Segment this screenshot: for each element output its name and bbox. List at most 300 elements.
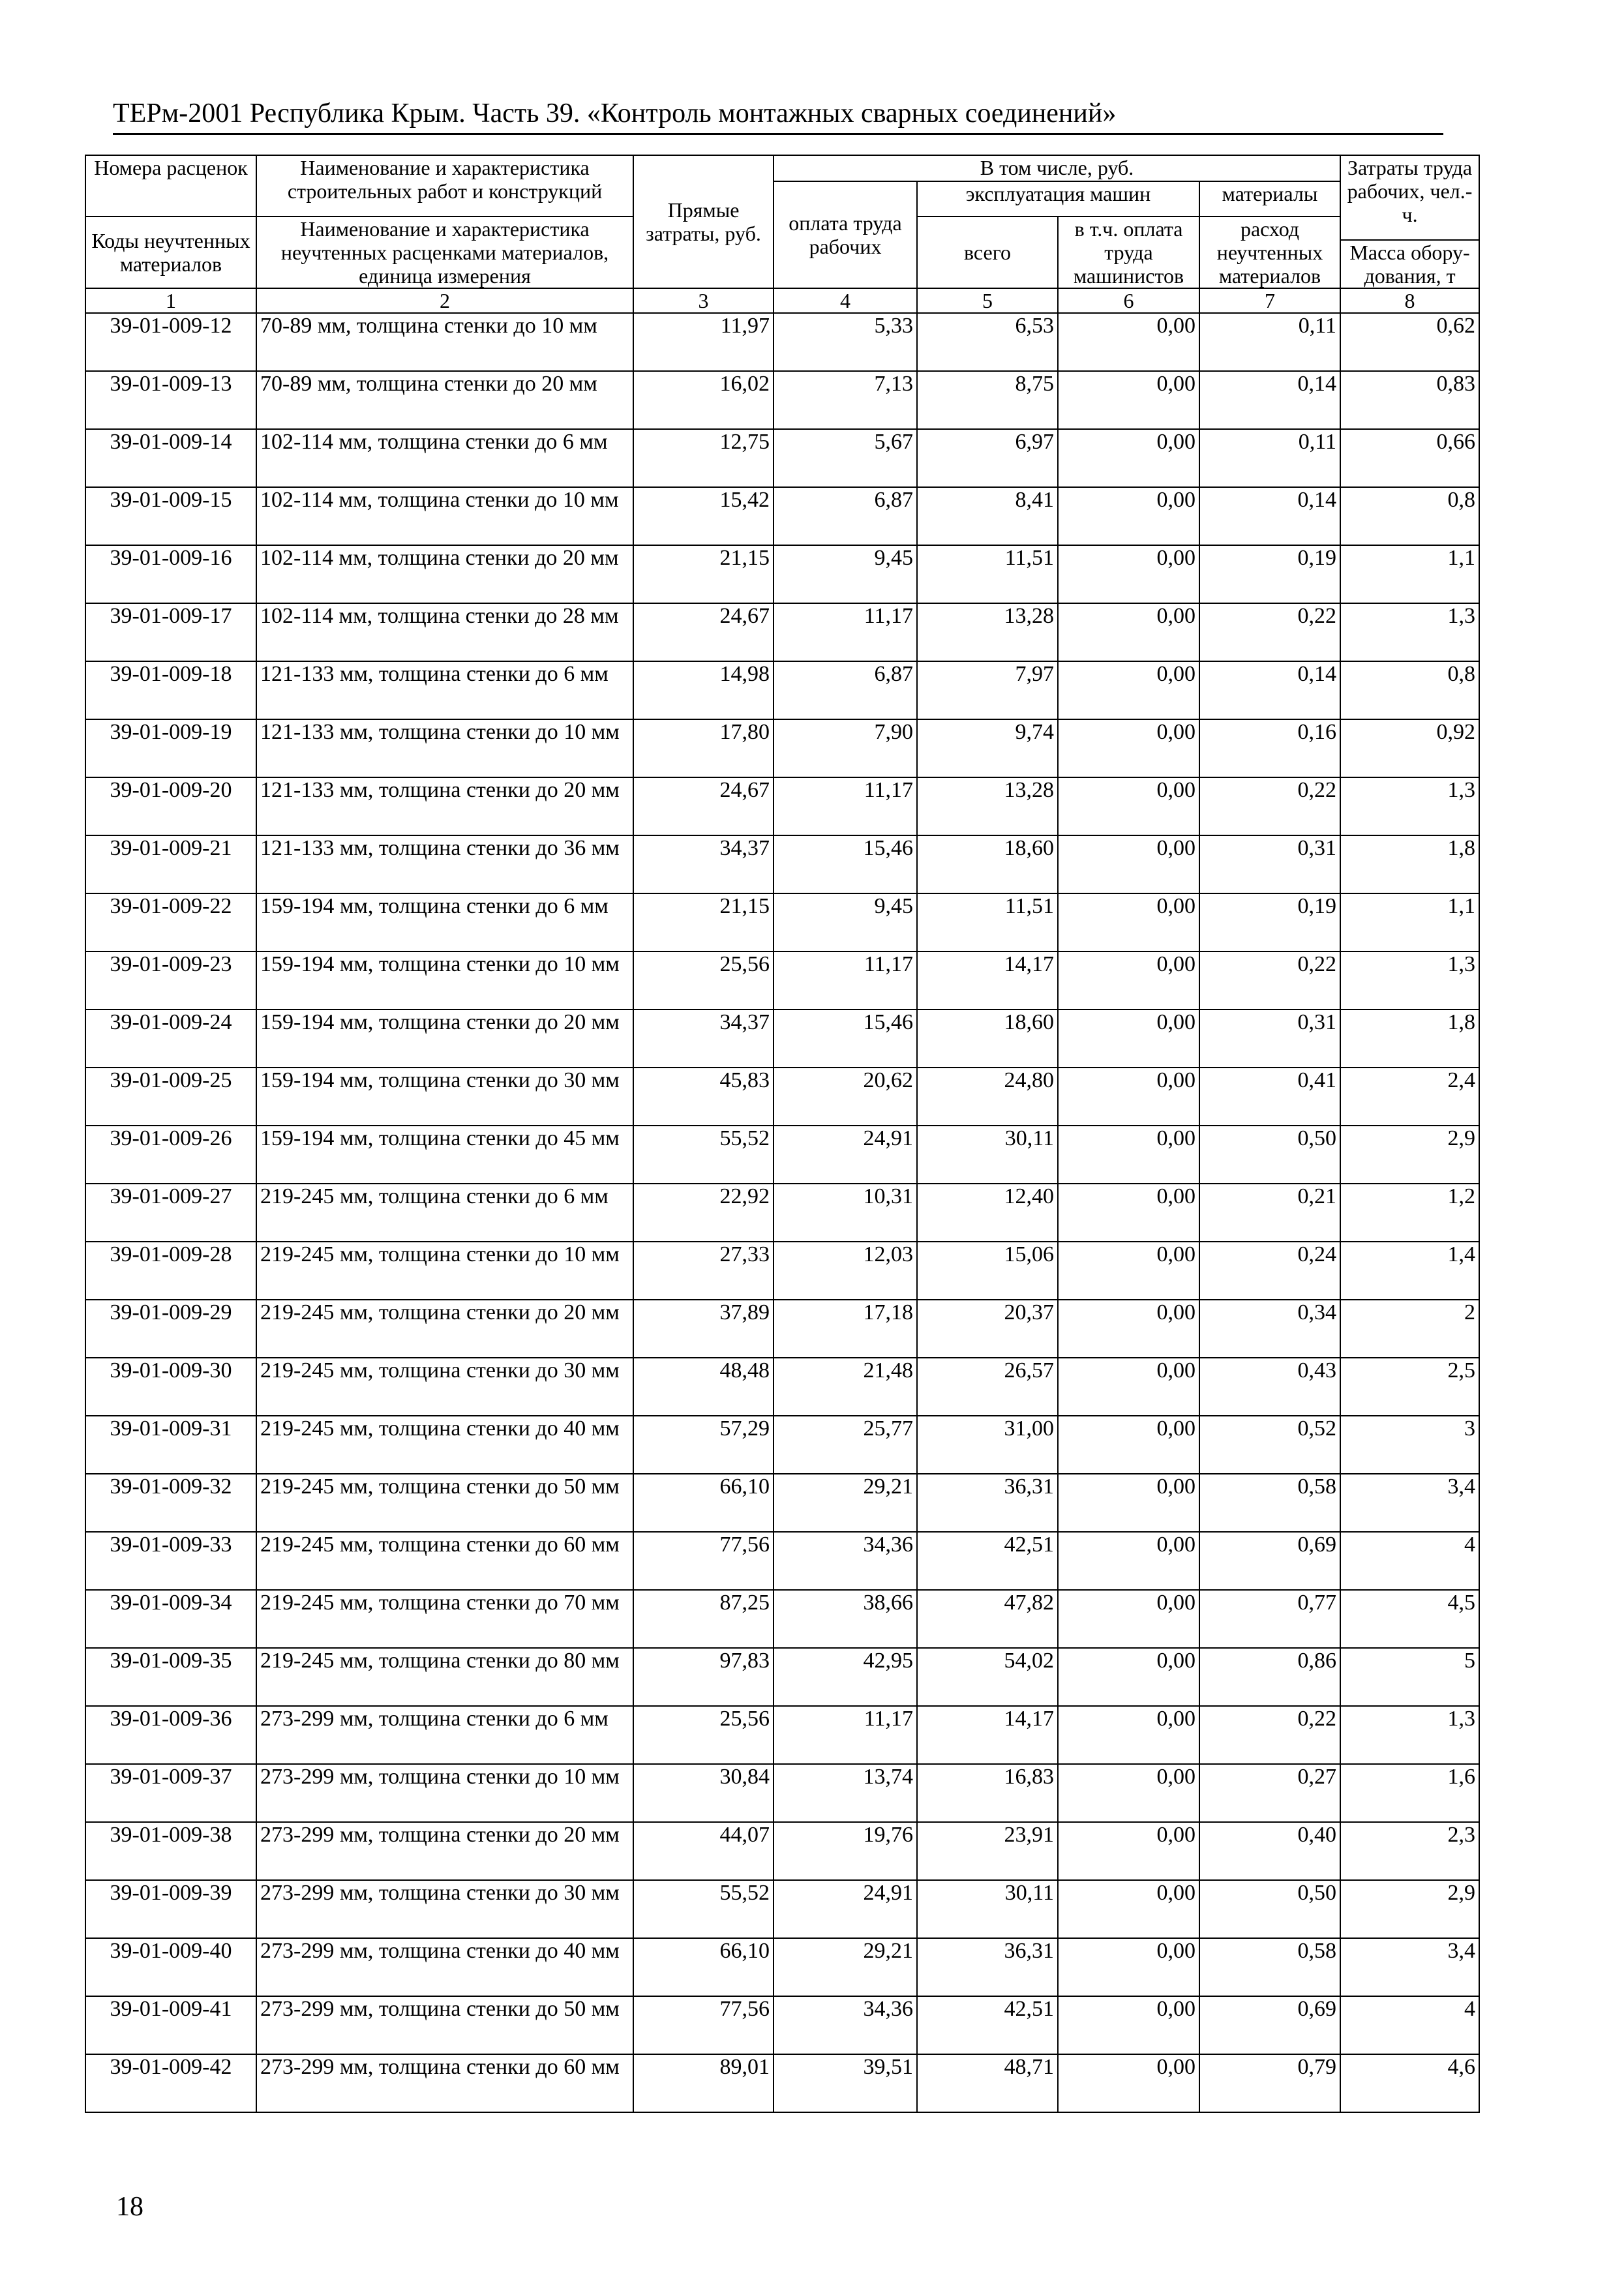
table-row <box>85 1242 1479 1300</box>
work-description-cell: 102-114 мм, толщина стенки до 20 мм <box>256 545 633 603</box>
table-row <box>85 1938 1479 1996</box>
header-codes-top: Номера расценок <box>85 155 256 217</box>
machinists-pay-cell: 0,00 <box>1058 487 1199 545</box>
table-row <box>85 1880 1479 1938</box>
machines-total-cell: 14,17 <box>917 951 1058 1010</box>
equipment-mass-cell: 4 <box>1340 1996 1479 2054</box>
equipment-mass-cell: 1,2 <box>1340 1184 1479 1242</box>
rate-code-cell: 39-01-009-41 <box>85 1996 256 2054</box>
labor-pay-cell: 6,87 <box>774 487 917 545</box>
machinists-pay-cell: 0,00 <box>1058 1590 1199 1648</box>
labor-cost-cell: 0,43 <box>1199 1358 1340 1416</box>
direct-costs-cell: 97,83 <box>633 1648 774 1706</box>
labor-pay-cell: 9,45 <box>774 545 917 603</box>
column-number: 4 <box>774 288 917 313</box>
machinists-pay-cell: 0,00 <box>1058 951 1199 1010</box>
rate-code-cell: 39-01-009-20 <box>85 777 256 835</box>
labor-cost-cell: 0,14 <box>1199 371 1340 429</box>
machinists-pay-cell: 0,00 <box>1058 1184 1199 1242</box>
direct-costs-cell: 66,10 <box>633 1474 774 1532</box>
equipment-mass-cell: 2,5 <box>1340 1358 1479 1416</box>
labor-pay-cell: 6,87 <box>774 661 917 719</box>
equipment-mass-cell: 4,6 <box>1340 2054 1479 2112</box>
work-description-cell: 159-194 мм, толщина стенки до 45 мм <box>256 1126 633 1184</box>
direct-costs-cell: 87,25 <box>633 1590 774 1648</box>
work-description-cell: 273-299 мм, толщина стенки до 10 мм <box>256 1764 633 1822</box>
machinists-pay-cell: 0,00 <box>1058 1068 1199 1126</box>
labor-pay-cell: 11,17 <box>774 603 917 661</box>
work-description-cell: 70-89 мм, толщина стенки до 10 мм <box>256 313 633 371</box>
machinists-pay-cell: 0,00 <box>1058 1822 1199 1880</box>
equipment-mass-cell: 1,8 <box>1340 1010 1479 1068</box>
labor-pay-cell: 25,77 <box>774 1416 917 1474</box>
header-direct-costs: Прямые затраты, руб. <box>633 155 774 288</box>
rate-code-cell: 39-01-009-15 <box>85 487 256 545</box>
work-description-cell: 159-194 мм, толщина стенки до 30 мм <box>256 1068 633 1126</box>
direct-costs-cell: 89,01 <box>633 2054 774 2112</box>
machines-total-cell: 6,97 <box>917 429 1058 487</box>
machinists-pay-cell: 0,00 <box>1058 661 1199 719</box>
labor-pay-cell: 10,31 <box>774 1184 917 1242</box>
table-row <box>85 1358 1479 1416</box>
table-row <box>85 1764 1479 1822</box>
equipment-mass-cell: 1,3 <box>1340 951 1479 1010</box>
machines-total-cell: 26,57 <box>917 1358 1058 1416</box>
table-row <box>85 545 1479 603</box>
table-row <box>85 487 1479 545</box>
work-description-cell: 121-133 мм, толщина стенки до 6 мм <box>256 661 633 719</box>
table-row <box>85 1532 1479 1590</box>
machinists-pay-cell: 0,00 <box>1058 1532 1199 1590</box>
labor-pay-cell: 39,51 <box>774 2054 917 2112</box>
direct-costs-cell: 55,52 <box>633 1880 774 1938</box>
equipment-mass-cell: 3 <box>1340 1416 1479 1474</box>
header-machines-total: всего <box>917 217 1058 288</box>
labor-pay-cell: 5,67 <box>774 429 917 487</box>
machinists-pay-cell: 0,00 <box>1058 1880 1199 1938</box>
table-row <box>85 951 1479 1010</box>
table-row <box>85 429 1479 487</box>
header-materials: материалы <box>1199 181 1340 217</box>
table-body <box>85 313 1479 2112</box>
machines-total-cell: 14,17 <box>917 1706 1058 1764</box>
machinists-pay-cell: 0,00 <box>1058 545 1199 603</box>
labor-pay-cell: 7,90 <box>774 719 917 777</box>
rate-code-cell: 39-01-009-34 <box>85 1590 256 1648</box>
labor-cost-cell: 0,11 <box>1199 313 1340 371</box>
work-description-cell: 219-245 мм, толщина стенки до 40 мм <box>256 1416 633 1474</box>
machinists-pay-cell: 0,00 <box>1058 429 1199 487</box>
work-description-cell: 273-299 мм, толщина стенки до 60 мм <box>256 2054 633 2112</box>
header-codes-bottom: Коды неучтенных материалов <box>85 217 256 288</box>
labor-cost-cell: 0,14 <box>1199 487 1340 545</box>
labor-pay-cell: 13,74 <box>774 1764 917 1822</box>
machines-total-cell: 8,41 <box>917 487 1058 545</box>
machines-total-cell: 47,82 <box>917 1590 1058 1648</box>
work-description-cell: 219-245 мм, толщина стенки до 10 мм <box>256 1242 633 1300</box>
header-name-top: Наименование и характеристика строительных работ и конструкций <box>256 155 633 217</box>
machinists-pay-cell: 0,00 <box>1058 1648 1199 1706</box>
equipment-mass-cell: 5 <box>1340 1648 1479 1706</box>
equipment-mass-cell: 4 <box>1340 1532 1479 1590</box>
rate-code-cell: 39-01-009-25 <box>85 1068 256 1126</box>
work-description-cell: 219-245 мм, толщина стенки до 60 мм <box>256 1532 633 1590</box>
equipment-mass-cell: 1,6 <box>1340 1764 1479 1822</box>
rate-code-cell: 39-01-009-27 <box>85 1184 256 1242</box>
header-materials-usage: расход неучтенных материалов <box>1199 217 1340 288</box>
equipment-mass-cell: 0,8 <box>1340 487 1479 545</box>
table-row <box>85 313 1479 371</box>
labor-pay-cell: 24,91 <box>774 1126 917 1184</box>
table-row <box>85 1068 1479 1126</box>
header-machines-incl-pay: в т.ч. оплата труда машинистов <box>1058 217 1199 288</box>
direct-costs-cell: 21,15 <box>633 545 774 603</box>
equipment-mass-cell: 4,5 <box>1340 1590 1479 1648</box>
machines-total-cell: 8,75 <box>917 371 1058 429</box>
machines-total-cell: 6,53 <box>917 313 1058 371</box>
table-row <box>85 1184 1479 1242</box>
equipment-mass-cell: 2,9 <box>1340 1880 1479 1938</box>
equipment-mass-cell: 1,1 <box>1340 893 1479 951</box>
labor-cost-cell: 0,16 <box>1199 719 1340 777</box>
table-row <box>85 1010 1479 1068</box>
rate-code-cell: 39-01-009-16 <box>85 545 256 603</box>
rate-code-cell: 39-01-009-30 <box>85 1358 256 1416</box>
machinists-pay-cell: 0,00 <box>1058 1706 1199 1764</box>
table-row <box>85 1126 1479 1184</box>
labor-pay-cell: 11,17 <box>774 1706 917 1764</box>
work-description-cell: 102-114 мм, толщина стенки до 6 мм <box>256 429 633 487</box>
work-description-cell: 121-133 мм, толщина стенки до 36 мм <box>256 835 633 893</box>
machines-total-cell: 7,97 <box>917 661 1058 719</box>
rate-code-cell: 39-01-009-21 <box>85 835 256 893</box>
machinists-pay-cell: 0,00 <box>1058 893 1199 951</box>
column-number: 3 <box>633 288 774 313</box>
work-description-cell: 159-194 мм, толщина стенки до 10 мм <box>256 951 633 1010</box>
column-number: 8 <box>1340 288 1479 313</box>
direct-costs-cell: 55,52 <box>633 1126 774 1184</box>
equipment-mass-cell: 2,9 <box>1340 1126 1479 1184</box>
labor-cost-cell: 0,22 <box>1199 1706 1340 1764</box>
labor-cost-cell: 0,14 <box>1199 661 1340 719</box>
equipment-mass-cell: 0,92 <box>1340 719 1479 777</box>
labor-pay-cell: 20,62 <box>774 1068 917 1126</box>
machinists-pay-cell: 0,00 <box>1058 1358 1199 1416</box>
work-description-cell: 273-299 мм, толщина стенки до 20 мм <box>256 1822 633 1880</box>
work-description-cell: 219-245 мм, толщина стенки до 50 мм <box>256 1474 633 1532</box>
equipment-mass-cell: 2,3 <box>1340 1822 1479 1880</box>
machines-total-cell: 36,31 <box>917 1474 1058 1532</box>
work-description-cell: 159-194 мм, толщина стенки до 20 мм <box>256 1010 633 1068</box>
labor-pay-cell: 17,18 <box>774 1300 917 1358</box>
table-row <box>85 893 1479 951</box>
machinists-pay-cell: 0,00 <box>1058 719 1199 777</box>
table-row <box>85 603 1479 661</box>
table-row <box>85 661 1479 719</box>
work-description-cell: 219-245 мм, толщина стенки до 70 мм <box>256 1590 633 1648</box>
labor-cost-cell: 0,31 <box>1199 835 1340 893</box>
equipment-mass-cell: 0,62 <box>1340 313 1479 371</box>
machinists-pay-cell: 0,00 <box>1058 1300 1199 1358</box>
rate-code-cell: 39-01-009-35 <box>85 1648 256 1706</box>
work-description-cell: 219-245 мм, толщина стенки до 30 мм <box>256 1358 633 1416</box>
work-description-cell: 102-114 мм, толщина стенки до 10 мм <box>256 487 633 545</box>
work-description-cell: 70-89 мм, толщина стенки до 20 мм <box>256 371 633 429</box>
direct-costs-cell: 21,15 <box>633 893 774 951</box>
rate-code-cell: 39-01-009-23 <box>85 951 256 1010</box>
direct-costs-cell: 25,56 <box>633 951 774 1010</box>
machinists-pay-cell: 0,00 <box>1058 1996 1199 2054</box>
direct-costs-cell: 12,75 <box>633 429 774 487</box>
machinists-pay-cell: 0,00 <box>1058 1416 1199 1474</box>
rate-code-cell: 39-01-009-31 <box>85 1416 256 1474</box>
machines-total-cell: 16,83 <box>917 1764 1058 1822</box>
machinists-pay-cell: 0,00 <box>1058 777 1199 835</box>
column-number: 6 <box>1058 288 1199 313</box>
machinists-pay-cell: 0,00 <box>1058 603 1199 661</box>
column-number: 7 <box>1199 288 1340 313</box>
machines-total-cell: 9,74 <box>917 719 1058 777</box>
machines-total-cell: 42,51 <box>917 1996 1058 2054</box>
work-description-cell: 273-299 мм, толщина стенки до 50 мм <box>256 1996 633 2054</box>
rate-code-cell: 39-01-009-33 <box>85 1532 256 1590</box>
equipment-mass-cell: 1,3 <box>1340 777 1479 835</box>
work-description-cell: 102-114 мм, толщина стенки до 28 мм <box>256 603 633 661</box>
direct-costs-cell: 57,29 <box>633 1416 774 1474</box>
header-equipment-mass: Масса обору-дования, т <box>1340 240 1479 288</box>
work-description-cell: 273-299 мм, толщина стенки до 6 мм <box>256 1706 633 1764</box>
table-row <box>85 1996 1479 2054</box>
work-description-cell: 273-299 мм, толщина стенки до 30 мм <box>256 1880 633 1938</box>
table-row <box>85 1648 1479 1706</box>
machines-total-cell: 12,40 <box>917 1184 1058 1242</box>
labor-pay-cell: 34,36 <box>774 1532 917 1590</box>
labor-pay-cell: 12,03 <box>774 1242 917 1300</box>
direct-costs-cell: 27,33 <box>633 1242 774 1300</box>
labor-pay-cell: 9,45 <box>774 893 917 951</box>
machines-total-cell: 13,28 <box>917 603 1058 661</box>
header-name-bottom: Наименование и характеристика неучтенных расценками материалов, единица измерения <box>256 217 633 288</box>
direct-costs-cell: 34,37 <box>633 1010 774 1068</box>
direct-costs-cell: 24,67 <box>633 603 774 661</box>
labor-pay-cell: 38,66 <box>774 1590 917 1648</box>
header-including: В том числе, руб. <box>774 155 1340 181</box>
table-row <box>85 371 1479 429</box>
labor-cost-cell: 0,34 <box>1199 1300 1340 1358</box>
rate-code-cell: 39-01-009-22 <box>85 893 256 951</box>
rate-code-cell: 39-01-009-42 <box>85 2054 256 2112</box>
equipment-mass-cell: 3,4 <box>1340 1938 1479 1996</box>
equipment-mass-cell: 2 <box>1340 1300 1479 1358</box>
labor-cost-cell: 0,58 <box>1199 1474 1340 1532</box>
equipment-mass-cell: 1,4 <box>1340 1242 1479 1300</box>
direct-costs-cell: 24,67 <box>633 777 774 835</box>
labor-cost-cell: 0,27 <box>1199 1764 1340 1822</box>
machinists-pay-cell: 0,00 <box>1058 1010 1199 1068</box>
labor-cost-cell: 0,40 <box>1199 1822 1340 1880</box>
rate-code-cell: 39-01-009-18 <box>85 661 256 719</box>
machines-total-cell: 11,51 <box>917 893 1058 951</box>
machinists-pay-cell: 0,00 <box>1058 1938 1199 1996</box>
work-description-cell: 273-299 мм, толщина стенки до 40 мм <box>256 1938 633 1996</box>
table-row <box>85 1822 1479 1880</box>
labor-pay-cell: 24,91 <box>774 1880 917 1938</box>
direct-costs-cell: 37,89 <box>633 1300 774 1358</box>
equipment-mass-cell: 1,3 <box>1340 1706 1479 1764</box>
labor-cost-cell: 0,86 <box>1199 1648 1340 1706</box>
direct-costs-cell: 15,42 <box>633 487 774 545</box>
machines-total-cell: 36,31 <box>917 1938 1058 1996</box>
equipment-mass-cell: 1,3 <box>1340 603 1479 661</box>
labor-cost-cell: 0,50 <box>1199 1126 1340 1184</box>
rate-code-cell: 39-01-009-38 <box>85 1822 256 1880</box>
column-number: 5 <box>917 288 1058 313</box>
equipment-mass-cell: 3,4 <box>1340 1474 1479 1532</box>
direct-costs-cell: 17,80 <box>633 719 774 777</box>
machines-total-cell: 20,37 <box>917 1300 1058 1358</box>
table-row <box>85 835 1479 893</box>
machines-total-cell: 15,06 <box>917 1242 1058 1300</box>
direct-costs-cell: 22,92 <box>633 1184 774 1242</box>
labor-cost-cell: 0,52 <box>1199 1416 1340 1474</box>
machinists-pay-cell: 0,00 <box>1058 1126 1199 1184</box>
rate-code-cell: 39-01-009-29 <box>85 1300 256 1358</box>
direct-costs-cell: 48,48 <box>633 1358 774 1416</box>
machines-total-cell: 23,91 <box>917 1822 1058 1880</box>
machinists-pay-cell: 0,00 <box>1058 313 1199 371</box>
direct-costs-cell: 25,56 <box>633 1706 774 1764</box>
labor-cost-cell: 0,22 <box>1199 951 1340 1010</box>
equipment-mass-cell: 1,8 <box>1340 835 1479 893</box>
direct-costs-cell: 44,07 <box>633 1822 774 1880</box>
rate-code-cell: 39-01-009-36 <box>85 1706 256 1764</box>
rate-code-cell: 39-01-009-40 <box>85 1938 256 1996</box>
direct-costs-cell: 30,84 <box>633 1764 774 1822</box>
machinists-pay-cell: 0,00 <box>1058 371 1199 429</box>
labor-cost-cell: 0,31 <box>1199 1010 1340 1068</box>
table-row <box>85 2054 1479 2112</box>
work-description-cell: 121-133 мм, толщина стенки до 20 мм <box>256 777 633 835</box>
machines-total-cell: 48,71 <box>917 2054 1058 2112</box>
direct-costs-cell: 14,98 <box>633 661 774 719</box>
rate-code-cell: 39-01-009-12 <box>85 313 256 371</box>
labor-cost-cell: 0,50 <box>1199 1880 1340 1938</box>
labor-cost-cell: 0,11 <box>1199 429 1340 487</box>
work-description-cell: 219-245 мм, толщина стенки до 80 мм <box>256 1648 633 1706</box>
labor-cost-cell: 0,19 <box>1199 893 1340 951</box>
work-description-cell: 219-245 мм, толщина стенки до 6 мм <box>256 1184 633 1242</box>
machinists-pay-cell: 0,00 <box>1058 1474 1199 1532</box>
labor-pay-cell: 7,13 <box>774 371 917 429</box>
table-row <box>85 719 1479 777</box>
table-row <box>85 777 1479 835</box>
table-row <box>85 1300 1479 1358</box>
direct-costs-cell: 66,10 <box>633 1938 774 1996</box>
rate-code-cell: 39-01-009-32 <box>85 1474 256 1532</box>
machines-total-cell: 11,51 <box>917 545 1058 603</box>
header-labor-pay: оплата труда рабочих <box>774 181 917 288</box>
labor-pay-cell: 42,95 <box>774 1648 917 1706</box>
machines-total-cell: 54,02 <box>917 1648 1058 1706</box>
direct-costs-cell: 77,56 <box>633 1996 774 2054</box>
labor-pay-cell: 21,48 <box>774 1358 917 1416</box>
machines-total-cell: 18,60 <box>917 1010 1058 1068</box>
rate-code-cell: 39-01-009-14 <box>85 429 256 487</box>
machines-total-cell: 18,60 <box>917 835 1058 893</box>
page-header-title: ТЕРм-2001 Республика Крым. Часть 39. «Контроль монтажных сварных соединений» <box>113 98 1117 128</box>
equipment-mass-cell: 0,8 <box>1340 661 1479 719</box>
rate-code-cell: 39-01-009-17 <box>85 603 256 661</box>
machines-total-cell: 42,51 <box>917 1532 1058 1590</box>
header-divider <box>113 133 1443 135</box>
direct-costs-cell: 11,97 <box>633 313 774 371</box>
table-row <box>85 1474 1479 1532</box>
machines-total-cell: 30,11 <box>917 1126 1058 1184</box>
rate-code-cell: 39-01-009-13 <box>85 371 256 429</box>
labor-pay-cell: 34,36 <box>774 1996 917 2054</box>
labor-pay-cell: 11,17 <box>774 777 917 835</box>
rate-code-cell: 39-01-009-26 <box>85 1126 256 1184</box>
direct-costs-cell: 77,56 <box>633 1532 774 1590</box>
direct-costs-cell: 16,02 <box>633 371 774 429</box>
direct-costs-cell: 34,37 <box>633 835 774 893</box>
machines-total-cell: 13,28 <box>917 777 1058 835</box>
direct-costs-cell: 45,83 <box>633 1068 774 1126</box>
machines-total-cell: 31,00 <box>917 1416 1058 1474</box>
labor-pay-cell: 29,21 <box>774 1474 917 1532</box>
rate-code-cell: 39-01-009-39 <box>85 1880 256 1938</box>
labor-pay-cell: 29,21 <box>774 1938 917 1996</box>
labor-pay-cell: 15,46 <box>774 835 917 893</box>
labor-cost-cell: 0,58 <box>1199 1938 1340 1996</box>
equipment-mass-cell: 2,4 <box>1340 1068 1479 1126</box>
labor-cost-cell: 0,19 <box>1199 545 1340 603</box>
machinists-pay-cell: 0,00 <box>1058 1764 1199 1822</box>
labor-pay-cell: 15,46 <box>774 1010 917 1068</box>
rate-code-cell: 39-01-009-24 <box>85 1010 256 1068</box>
labor-cost-cell: 0,69 <box>1199 1532 1340 1590</box>
machinists-pay-cell: 0,00 <box>1058 2054 1199 2112</box>
labor-cost-cell: 0,77 <box>1199 1590 1340 1648</box>
labor-cost-cell: 0,69 <box>1199 1996 1340 2054</box>
table-row <box>85 1416 1479 1474</box>
labor-cost-cell: 0,79 <box>1199 2054 1340 2112</box>
machinists-pay-cell: 0,00 <box>1058 1242 1199 1300</box>
table-row <box>85 1590 1479 1648</box>
equipment-mass-cell: 0,66 <box>1340 429 1479 487</box>
work-description-cell: 121-133 мм, толщина стенки до 10 мм <box>256 719 633 777</box>
labor-cost-cell: 0,24 <box>1199 1242 1340 1300</box>
work-description-cell: 219-245 мм, толщина стенки до 20 мм <box>256 1300 633 1358</box>
rate-code-cell: 39-01-009-37 <box>85 1764 256 1822</box>
labor-pay-cell: 11,17 <box>774 951 917 1010</box>
header-machines: эксплуатация машин <box>917 181 1199 217</box>
labor-pay-cell: 19,76 <box>774 1822 917 1880</box>
table-row <box>85 1706 1479 1764</box>
rates-table <box>85 155 1480 2113</box>
equipment-mass-cell: 1,1 <box>1340 545 1479 603</box>
labor-cost-cell: 0,22 <box>1199 777 1340 835</box>
header-labor-cost: Затраты труда рабочих, чел.-ч. <box>1340 155 1479 240</box>
rate-code-cell: 39-01-009-19 <box>85 719 256 777</box>
labor-cost-cell: 0,21 <box>1199 1184 1340 1242</box>
rate-code-cell: 39-01-009-28 <box>85 1242 256 1300</box>
labor-cost-cell: 0,41 <box>1199 1068 1340 1126</box>
machinists-pay-cell: 0,00 <box>1058 835 1199 893</box>
labor-pay-cell: 5,33 <box>774 313 917 371</box>
work-description-cell: 159-194 мм, толщина стенки до 6 мм <box>256 893 633 951</box>
equipment-mass-cell: 0,83 <box>1340 371 1479 429</box>
